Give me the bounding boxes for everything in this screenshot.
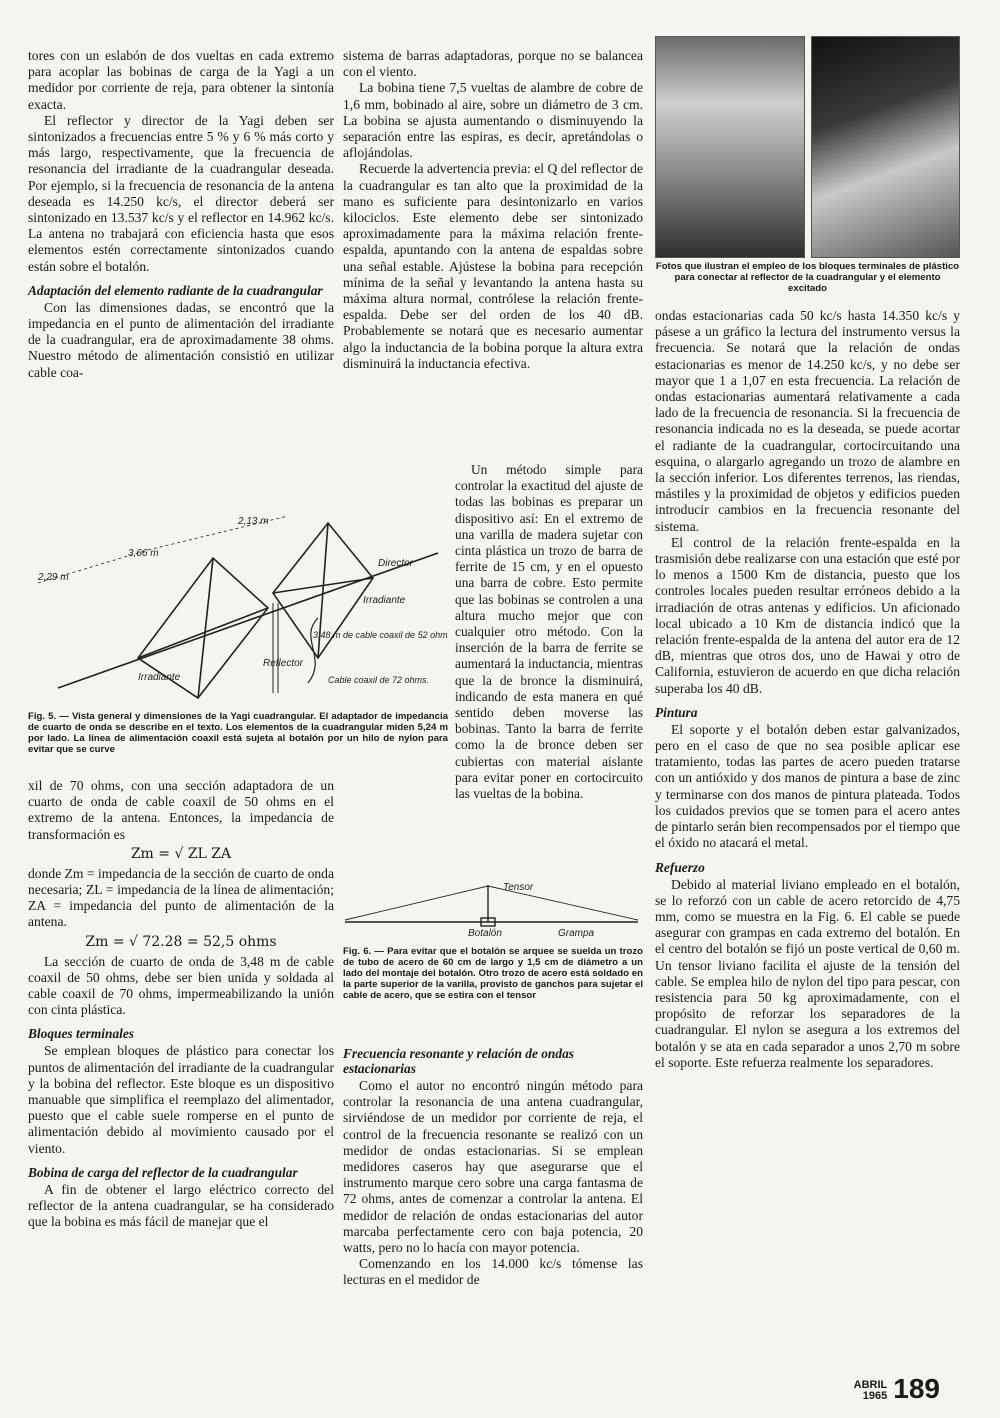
dim-label: 3,66 m <box>128 548 159 559</box>
yagi-quad-diagram <box>28 508 448 703</box>
boom-line <box>58 553 438 688</box>
section-heading: Adaptación del elemento radiante de la cuadrangular <box>28 282 323 298</box>
element-label: Irradiante <box>363 595 406 606</box>
diagram-label: Botalón <box>468 928 502 938</box>
figure-6 <box>343 880 643 1007</box>
paragraph: Debido al material liviano empleado en el botalón, se lo reforzó con un cable de acero retorcido de 4,75 mm, como se muestra en la Fig. 6. El cable se puede asegurar con grampas en cada extremo del botalón. En el centro del botalón se fijó un poste vertical de 0,60 m. Un tensor liviano facilita el ajuste de la tensión del cable. Se emplea hilo de nylon del tipo para pescar, con resistencia para 50 kg aproximadamente, con el propósito de reforzar los separadores de la cuadrangular. El nylon se asegura a los extremos del botalón y se ata en cada separador a unos 2,70 m sobre el soporte. Este refuerza realmente los separadores. <box>655 876 960 1070</box>
paragraph: sistema de barras adaptadoras, porque no se balancea con el viento. <box>343 48 643 80</box>
figure-caption: Fig. 5. — Vista general y dimensiones de la Yagi cuadrangular. El adaptador de impedancia de cuarto de onda se describe en el texto. Los elementos de la cuadrangular miden 5,24 m por lado. La línea de alimentación coaxil está sujeta al botalón por un hilo de nylon para evitar que se curve <box>28 711 448 755</box>
coax-label: Cable coaxil de 72 ohms. <box>328 675 430 685</box>
column-2 <box>343 48 643 372</box>
boom-reinforcement-diagram <box>343 880 643 938</box>
paragraph: Como el autor no encontró ningún método para controlar la resonancia de una antena cuadrangular, sirviéndose de un medidor por corriente de reja, el control de la frecuencia resonante se realizó con un medidor de ondas estacionarias. Si se emplean medidores caseros hay que asegurarse que el instrumento marque cero sobre una carga fantasma de 72 ohms, antes de comenzar a controlar la antena. El medidor de relación de ondas estacionarias del autor marcaba perfectamente cero con baja potencia, 20 watts, pero no lo hacía con mayor potencia. <box>343 1078 643 1256</box>
formula: Zm = √ ZL ZA <box>130 845 232 862</box>
paragraph: donde Zm = impedancia de la sección de cuarto de onda necesaria; ZL = impedancia de la línea de alimentación; ZA = impedancia del punto de alimentación de la antena. <box>28 865 334 930</box>
element-label: Reflector <box>263 658 304 669</box>
issue-date <box>854 1380 888 1402</box>
issue-month: ABRIL <box>853 1379 888 1391</box>
page-number: 189 <box>893 1373 940 1404</box>
paragraph: tores con un eslabón de dos vueltas en cada extremo para acoplar las bobinas de carga de la Yagi a un medidor por corriente de reja, para obtener la sintonía exacta. <box>28 48 334 112</box>
dim-label: 2,13 m <box>238 516 269 527</box>
paragraph: xil de 70 ohms, con una sección adaptadora de un cuarto de onda de cable coaxil de 50 ohms en el extremo de la antena. Entonces, la impedancia de transformación es <box>28 778 334 842</box>
terminal-block-photo <box>811 36 961 258</box>
paragraph: Se emplean bloques de plástico para conectar los puntos de alimentación del irradiante de la cuadrangular y la bobina del reflector. Este bloque es un dispositivo manuable que simplifica el reemplazo del alimentador, puesto que el cable suele romperse en el punto de alimentación debido al movimiento causado por el viento. <box>28 1043 334 1156</box>
figure-5 <box>28 508 448 761</box>
paragraph: La bobina tiene 7,5 vueltas de alambre de cobre de 1,6 mm, bobinado al aire, sobre un diámetro de 3 cm. La bobina se ajusta aumentando o disminuyendo la separación entre las espiras, es decir, apretándolas o aflojándolas. <box>343 80 643 161</box>
terminal-block-photo <box>655 36 805 258</box>
paragraph: Comenzando en los 14.000 kc/s tómense las lecturas en el medidor de <box>343 1256 643 1288</box>
column-1 <box>28 48 334 381</box>
issue-year: 1965 <box>862 1390 888 1402</box>
paragraph: El soporte y el botalón deben estar galvanizados, pero en el caso de que no sea posible aplicar ese tratamiento, todas las partes de acero pueden tratarse con un antióxido y dos manos de pintura a base de zinc y terminarse con dos manos de pintura plateada. Todos los cuidados previos que se tomen para el acero antes de pintarlo serán bien recompensados por el tiempo que el óxido no atacará el metal. <box>655 721 960 851</box>
paragraph: El control de la relación frente-espalda en la trasmisión debe realizarse con una estación que esté por lo menos a 1500 Km de distancia, puesto que los controles locales pueden resultar erróneos debido a la irradiación de otras antenas y edificios. Un aficionado local ubicado a 10 Km de distancia indicó que la relación frente-espalda de la antena del autor era de 12 dB, mientras que otros dos, uno de Hawai y otro de California, estuvieron de acuerdo en que dicha relación superaba los 40 dB. <box>655 534 960 696</box>
column-1-lower <box>28 778 334 1230</box>
paragraph: ondas estacionarias cada 50 kc/s hasta 14.350 kc/s y pásese a un gráfico la lectura del instrumento versus la frecuencia. Se notará que la relación de ondas estacionarias es menor de 14.250 kc/s, y no debe ser mayor que 1 a 1,07 en esta frecuencia. La relación de ondas estacionarias aumentará relativamente a cada lado de la frecuencia de resonancia. Si la frecuencia de resonancia indicada no es la deseada, se puede acortar el radiante de la cuadrangular, cortocircuitando una esquina, o alargarlo agregando un trozo de alambre en la sección inferior. Los diferentes terrenos, las riendas, mástiles y la proximidad de objetos y edificios pueden introducir cambios en la frecuencia resonante del sistema. <box>655 308 960 534</box>
photo-pair <box>655 36 960 258</box>
section-heading: Refuerzo <box>655 859 705 875</box>
column-3 <box>655 36 960 1071</box>
paragraph: A fin de obtener el largo eléctrico correcto del reflector de la antena cuadrangular, se ha considerado que la bobina es más fácil de manejar que el <box>28 1181 334 1230</box>
photo-caption: Fotos que ilustran el empleo de los bloques terminales de plástico para conectar al reflector de la cuadrangular y el elemento excitado <box>655 261 960 294</box>
column-2-lower <box>343 1046 643 1289</box>
section-heading: Pintura <box>655 704 698 720</box>
figure-caption: Fig. 6. — Para evitar que el botalón se arquee se suelda un trozo de tubo de acero de 60 cm de largo y 1,5 cm de diámetro a un lado del montaje del botalón. Otro trozo de acero está soldado en la parte superior de la varilla, provisto de ganchos para sujetar el cable de acero, que se estira con el tensor <box>343 946 643 1001</box>
page-footer <box>853 1373 940 1404</box>
paragraph: La sección de cuarto de onda de 3,48 m de cable coaxil de 50 ohms, debe ser bien unida y soldada al cable coaxil de 70 ohms, impermeabilizando la unión con cinta plástica. <box>28 953 334 1018</box>
section-heading: Bobina de carga del reflector de la cuadrangular <box>28 1164 298 1180</box>
formula: Zm = √ 72.28 = 52,5 ohms <box>85 933 277 950</box>
column-2-wrap <box>455 462 643 802</box>
element-label: Irradiante <box>138 672 181 683</box>
paragraph: Recuerde la advertencia previa: el Q del reflector de la cuadrangular es tan alto que la proximidad de la mano es suficiente para desintonizarlo en varios kilociclos. Este elemento debe ser sintonizado aproximadamente para la máxima relación frente-espalda, apuntando con la antena de espaldas sobre una señal estable. Ajústese la bobina para recepción mínima de la señal y levantando la antena hasta su máxima altura normal, contrólese la relación frente-espalda. Debe ser del orden de los 40 dB. Probablemente se notará que es necesario aumentar algo la inductancia de la bobina porque la altura extra disminuirá la inductancia efectiva. <box>343 161 643 371</box>
diagram-label: Grampa <box>558 928 595 938</box>
dim-label: 2,29 m <box>38 572 69 583</box>
section-heading: Frecuencia resonante y relación de ondas estacionarias <box>343 1046 574 1076</box>
paragraph: Un método simple para controlar la exactitud del ajuste de todas las bobinas es preparar un dispositivo así: En el extremo de una varilla de madera sujetar con cinta plástica un trozo de barra de ferrite de 15 cm, y en el opuesto una barra de cobre. Esto permite que las bobinas se controlen a una altura mucho mejor que con cualquier otro método. Con la inserción de la barra de ferrite se aumentará la inductancia, mientras que la de bronce la disminuirá, indicando de esta manera en qué sentido deben moverse las bobinas. Tanto la barra de ferrite como la de bronce deben ser cubiertas con material aislante para evitar poner en cortocircuito las vueltas de la bobina. <box>455 462 643 802</box>
element-label: Director <box>378 558 414 569</box>
coax-label: 3,48 m de cable coaxil de 52 ohms. <box>313 630 448 640</box>
section-heading: Bloques terminales <box>28 1026 135 1042</box>
paragraph: El reflector y director de la Yagi deben ser sintonizados a frecuencias entre 5 % y 6 % más corto y más largo, respectivamente, que la frecuencia de resonancia del irradiante de la cuadrangular deseada. Por ejemplo, si la frecuencia de resonancia de la antena deseada es 14.250 kc/s, el director deberá ser sintonizado en 13.537 kc/s y el reflector en 14.962 kc/s. La antena no trabajará con eficiencia hasta que esos elementos estén correctamente sintonizados cuando están sobre el botalón. <box>28 112 334 274</box>
diagram-label: Tensor <box>503 882 534 893</box>
paragraph: Con las dimensiones dadas, se encontró que la impedancia en el punto de alimentación del irradiante de la cuadrangular, era de aproximadamente 38 ohms. Nuestro método de alimentación consistió en utilizar cable coa- <box>28 299 334 380</box>
